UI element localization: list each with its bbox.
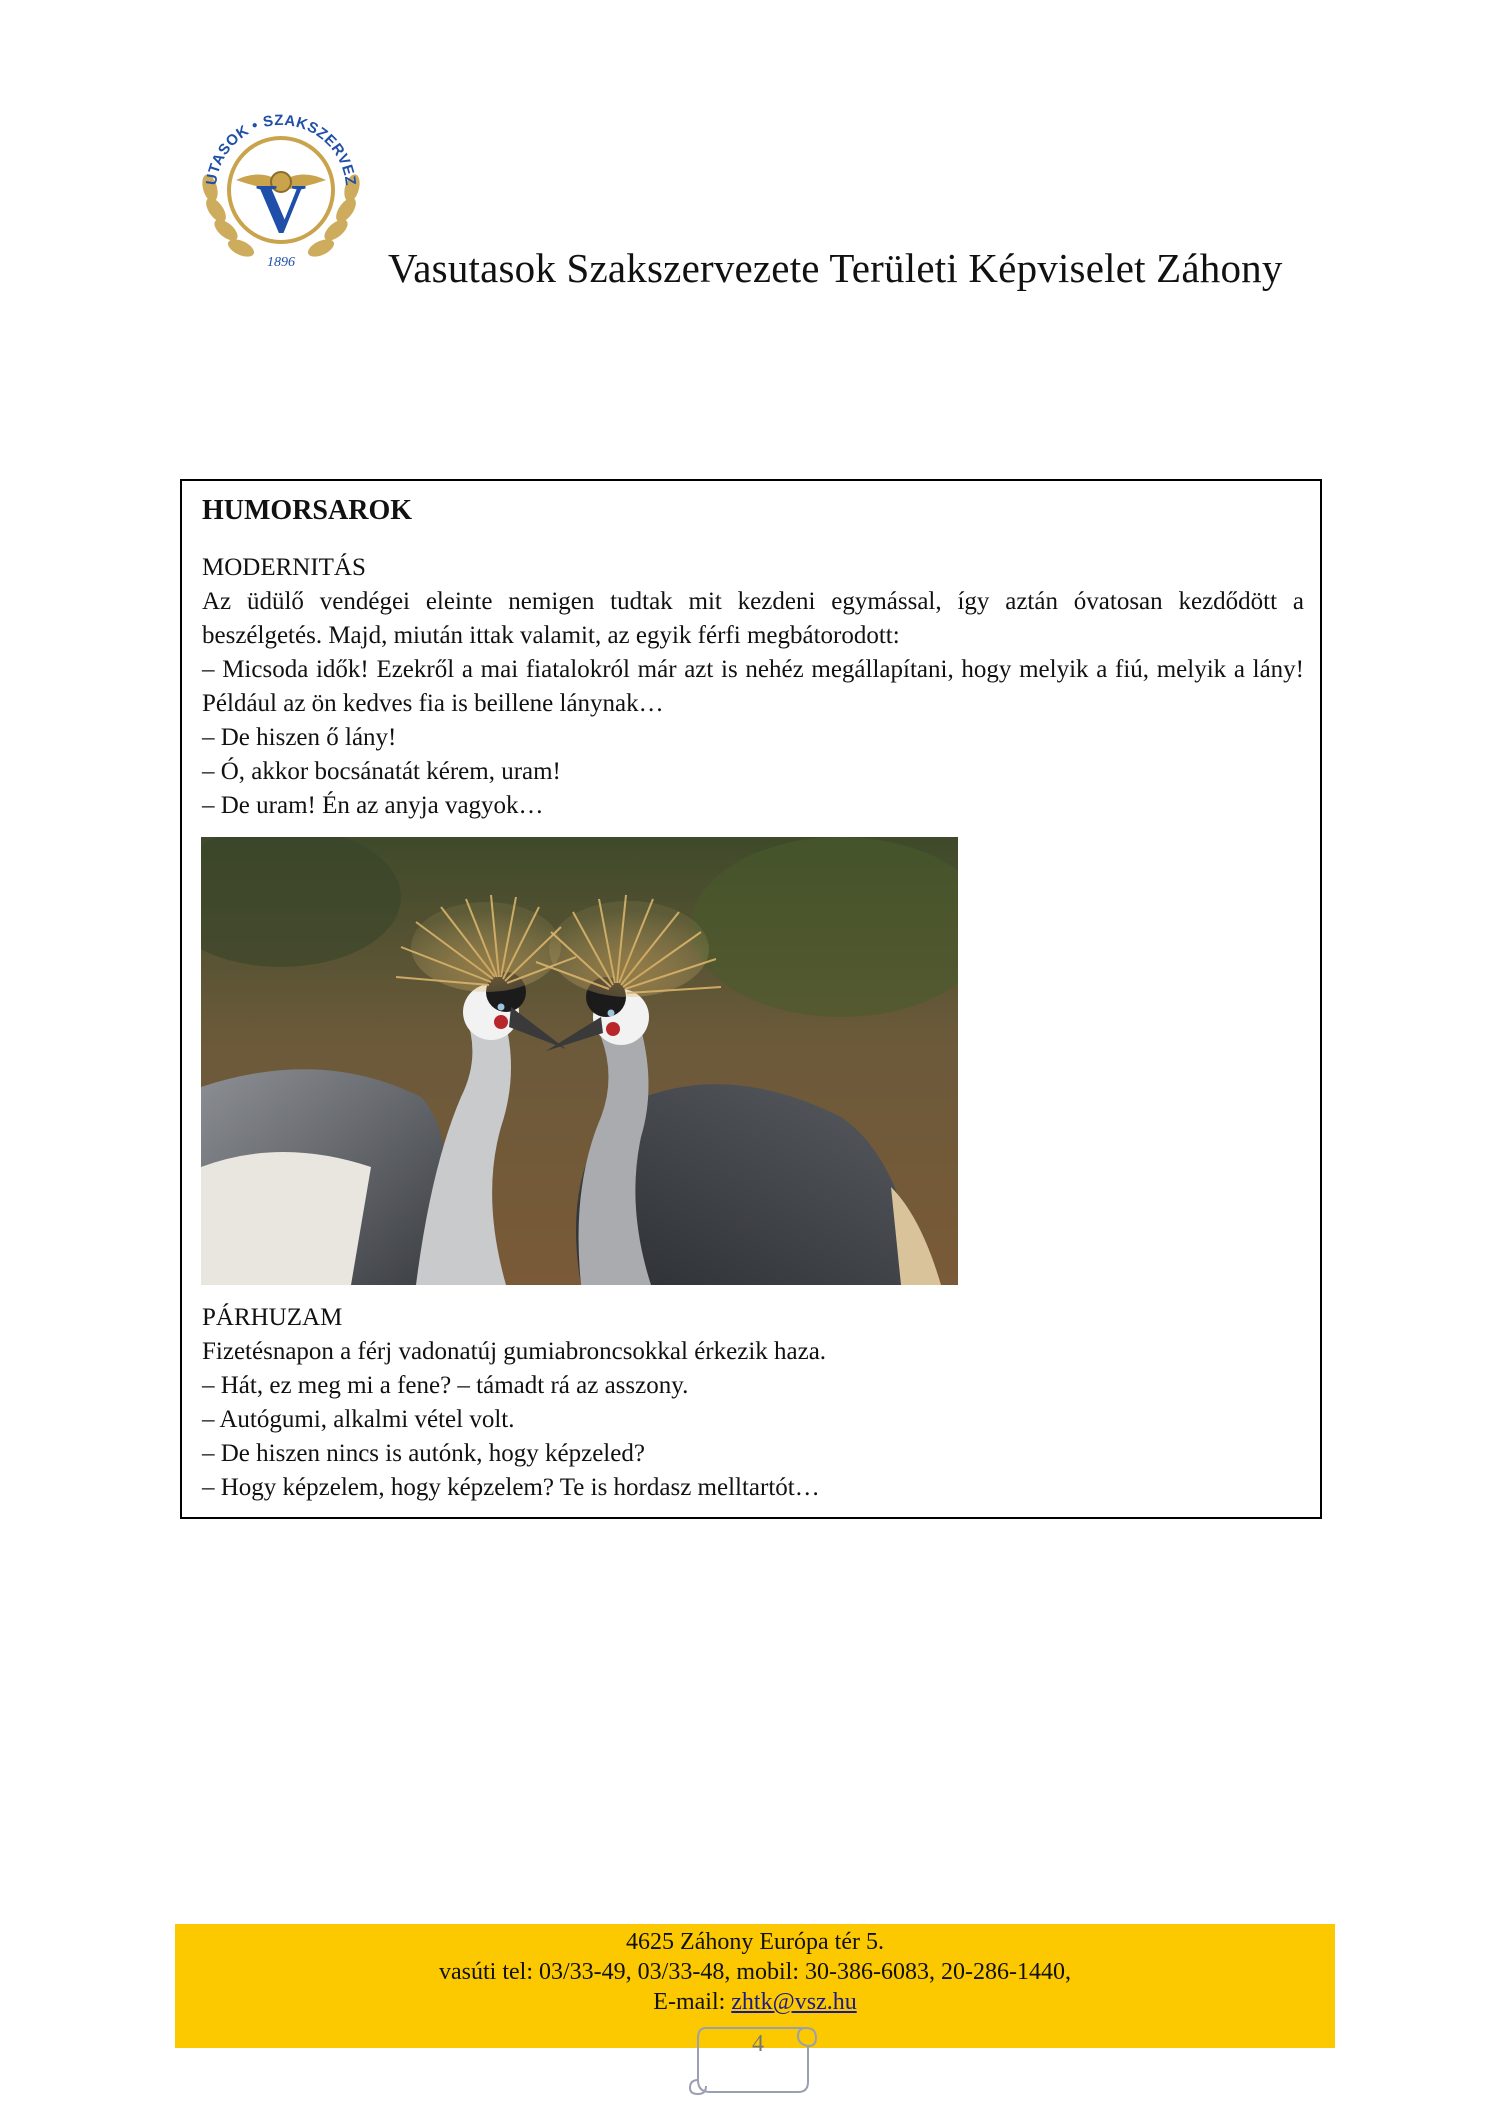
story1-line-4: – Ó, akkor bocsánatát kérem, uram! [202, 758, 561, 785]
humor-corner-box [180, 479, 1322, 1519]
story2-line-3: – Autógumi, alkalmi vétel volt. [202, 1406, 515, 1433]
story2-line-2: – Hát, ez meg mi a fene? – támadt rá az asszony. [202, 1372, 689, 1399]
story-modernitas [202, 551, 1304, 823]
crowned-cranes-photo [201, 837, 958, 1285]
story-parhuzam [202, 1301, 1304, 1505]
story2-line-5: – Hogy képzelem, hogy képzelem? Te is hordasz melltartót… [202, 1474, 820, 1501]
org-title: Vasutasok Szakszervezete Területi Képviselet Záhony [388, 245, 1283, 291]
footer-email-label: E-mail: [653, 1989, 732, 2015]
logo-letter: V [255, 171, 307, 248]
page-number: 4 [752, 2031, 764, 2057]
story1-line-3: – De hiszen ő lány! [202, 724, 397, 751]
box-title: HUMORSAROK [202, 495, 412, 526]
story2-line-1: Fizetésnapon a férj vadonatúj gumiabroncsokkal érkezik haza. [202, 1338, 827, 1365]
logo-year: 1896 [267, 255, 295, 270]
story2-heading: PÁRHUZAM [202, 1304, 343, 1331]
footer-email-line [175, 1987, 1335, 2017]
story1-paragraph-2: – Micsoda idők! Ezekről a mai fiatalokról már azt is nehéz megállapítani, hogy melyik a fiú, melyik a lány! Például az ön kedves fia is beillene lánynak… [202, 656, 1304, 717]
footer-address: 4625 Záhony Európa tér 5. [626, 1929, 884, 1955]
story1-line-5: – De uram! Én az anyja vagyok… [202, 792, 544, 819]
footer-phones: vasúti tel: 03/33-49, 03/33-48, mobil: 30-386-6083, 20-286-1440, [439, 1959, 1071, 1985]
story2-line-4: – De hiszen nincs is autónk, hogy képzeled? [202, 1440, 645, 1467]
story1-heading: MODERNITÁS [202, 554, 366, 581]
union-logo [186, 90, 376, 280]
story1-paragraph-1: Az üdülő vendégei eleinte nemigen tudtak mit kezdeni egymással, így aztán óvatosan kezdődött a beszélgetés. Majd, miután ittak valamit, az egyik férfi megbátorodott: [202, 588, 1304, 649]
logo-arc-text: UTASOK • SZAKSZERVEZ [203, 111, 359, 187]
footer-email-link[interactable]: zhtk@vsz.hu [731, 1989, 857, 2015]
